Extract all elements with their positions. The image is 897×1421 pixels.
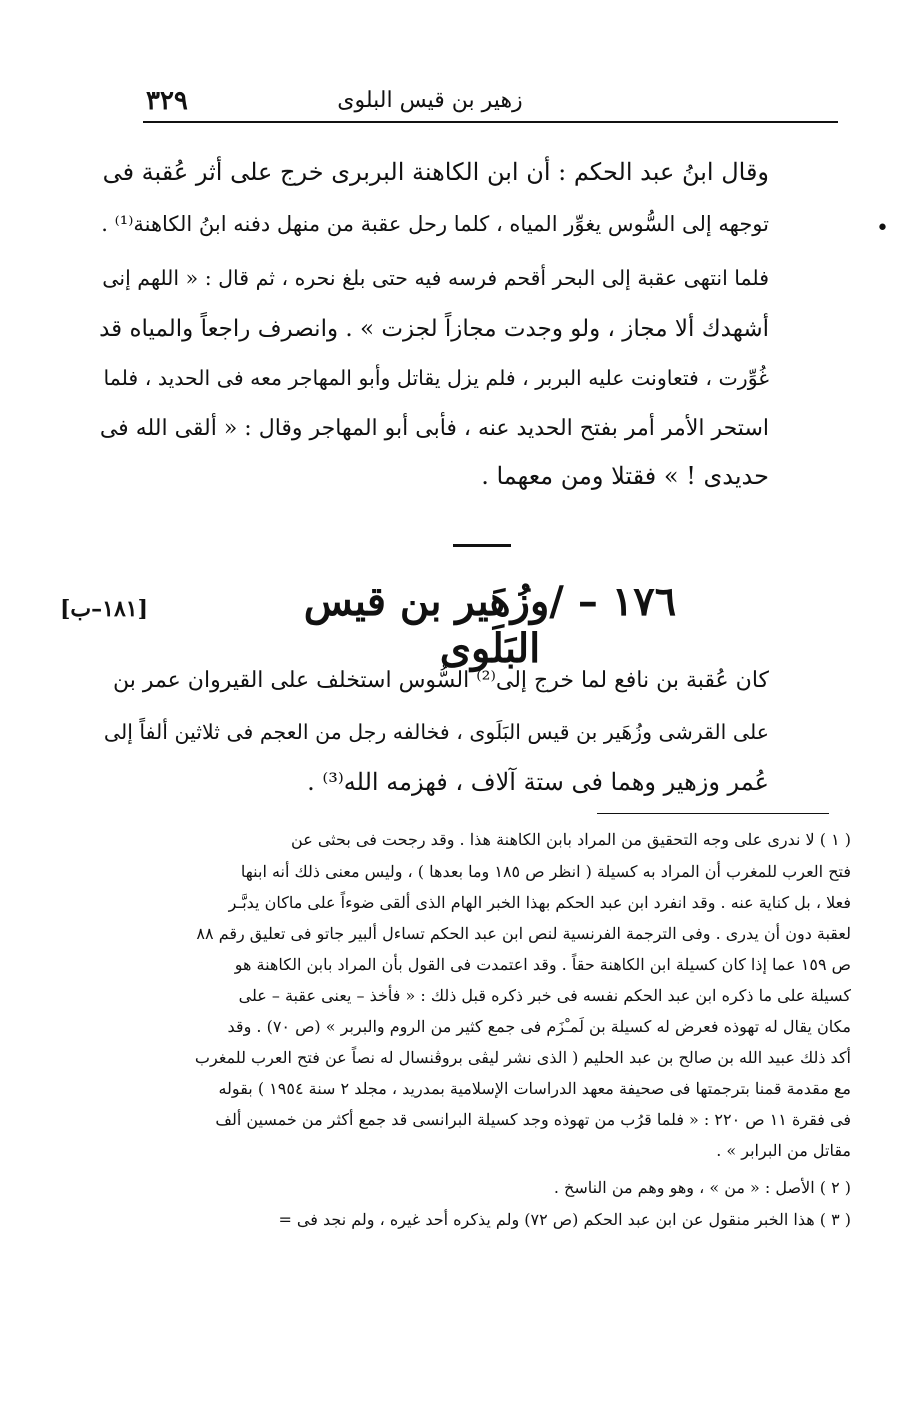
entry-title: ١٧٦ – /وزُهَير بن قيس البَلَوى xyxy=(303,578,677,672)
entry-text-line: على القرشى وزُهَير بن قيس البَلَوى ، فخالفه رجل من العجم فى ثلاثين ألفاً إلى xyxy=(103,720,769,744)
main-text-line: استحر الأمر أمر بفتح الحديد عنه ، فأبى أبو المهاجر وقال : « ألقى الله فى xyxy=(99,416,769,441)
footnote-line: ( ٢ ) الأصل : « من » ، وهو وهم من الناسخ . xyxy=(553,1178,851,1197)
footnote-line: ( ٣ ) هذا الخبر منقول عن ابن عبد الحكم (ص ٧٢) ولم يذكره أحد غيره ، ولم نجد فى = xyxy=(278,1210,851,1229)
margin-dot: • xyxy=(876,216,889,241)
main-text-line: غُوِّرت ، فتعاونت عليه البربر ، فلم يزل يقاتل وأبو المهاجر معه فى الحديد ، فلما xyxy=(103,366,769,390)
running-title: زهير بن قيس البلوى xyxy=(337,88,523,113)
main-text-line: توجهه إلى السُّوس يغوِّر المياه ، كلما رحل عقبة من منهل دفنه ابنُ الكاهنة⁽¹⁾ . xyxy=(101,212,769,236)
footnote-rule xyxy=(597,813,829,814)
section-separator xyxy=(453,544,511,547)
folio-reference: [١٨١–ب] xyxy=(60,596,148,622)
footnote-line: فعلا ، بل كناية عنه . وقد انفرد ابن عبد الحكم بهذا الخبر الهام الذى ألقى ضوءاً على ماكان يدبَّـر xyxy=(228,893,851,912)
footnote-line: مكان يقال له تهوذه فعرض له كسيلة بن لَمـْزَم فى جمع كثير من الروم والبربر » (ص ٧٠) . وقد xyxy=(227,1017,851,1036)
entry-text-line: كان عُقبة بن نافع لما خرج إلى⁽²⁾ السُّوس استخلف على القيروان عمر بن xyxy=(112,668,769,693)
footnote-line: مع مقدمة قمنا بترجمتها فى صحيفة معهد الدراسات الإسلامية بمدريد ، مجلد ٢ سنة ١٩٥٤ ) بقوله xyxy=(218,1079,851,1098)
header-rule xyxy=(143,121,838,123)
footnote-line: فى فقرة ١١ ص ٢٢٠ : « فلما قرُب من تهوذه وجد كسيلة البرانسى قد جمع أكثر من خمسين ألف xyxy=(215,1110,851,1129)
page-number: ٣٢٩ xyxy=(146,86,188,116)
entry-text-line: عُمر وزهير وهما فى ستة آلاف ، فهزمه الله⁽³⁾ . xyxy=(307,768,769,796)
main-text-line: أشهدك ألا مجاز ، ولو وجدت مجازاً لجزت » . وانصرف راجعاً والمياه قد xyxy=(99,316,769,342)
footnote-line: كسيلة على ما ذكره ابن عبد الحكم نفسه فى خبر ذكره قبل ذلك : « فأخذ – يعنى عقبة – على xyxy=(238,986,851,1005)
footnote-line: لعقبة دون أن يدرى . وفى الترجمة الفرنسية لنص ابن عبد الحكم تساءل ألبير جاتو فى تعليق رقم ٨٨ xyxy=(196,924,851,943)
main-text-line: حديدى ! » فقتلا ومن معهما . xyxy=(481,462,769,490)
footnote-line: فتح العرب للمغرب أن المراد به كسيلة ( انظر ص ١٨٥ وما بعدها ) ، وليس معنى ذلك أنه ابنها xyxy=(240,862,851,881)
footnote-line: أكد ذلك عبيد الله بن صالح بن عبد الحليم ( الذى نشر ليڤى بروڤنسال له نصاً عن فتح العرب للمغرب xyxy=(194,1048,851,1067)
footnote-line: ص ١٥٩ عما إذا كان كسيلة ابن الكاهنة حقاً . وقد اعتمدت فى القول بأن المراد بابن الكاهنة هو xyxy=(234,955,851,974)
main-text-line: وقال ابنُ عبد الحكم : أن ابن الكاهنة البربرى خرج على أثر عُقبة فى xyxy=(102,158,769,186)
footnote-line: ( ١ ) لا ندرى على وجه التحقيق من المراد بابن الكاهنة هذا . وقد رجحت فى بحثى عن xyxy=(291,830,851,849)
main-text-line: فلما انتهى عقبة إلى البحر أقحم فرسه فيه حتى بلغ نحره ، ثم قال : « اللهم إنى xyxy=(102,266,769,290)
footnote-line: مقاتل من البرابر » . xyxy=(716,1141,851,1160)
